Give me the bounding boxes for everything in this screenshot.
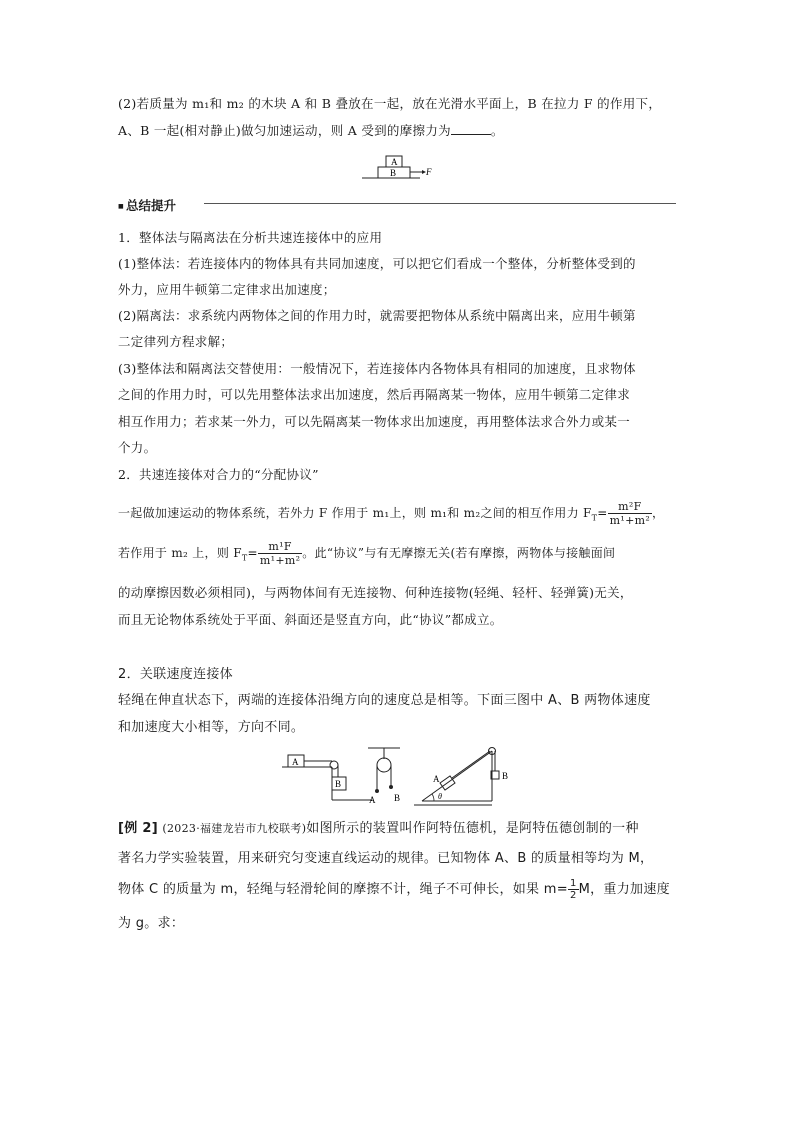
fraction-1-num: m²F — [608, 500, 652, 514]
summary-p1b: 外力，应用牛顿第二定律求出加速度； — [118, 282, 336, 297]
example-fraction — [568, 878, 579, 901]
atwood-label-b: B — [394, 793, 401, 803]
q1-eq: = — [597, 506, 608, 520]
problem-2-line-2 — [118, 117, 678, 144]
example-2-line-4: 为 g。求： — [118, 916, 185, 931]
summary-q1 — [118, 500, 678, 531]
problem-2-line-1: (2)若质量为 m₁和 m₂ 的木块 A 和 B 叠放在一起，放在光滑水平面上，B 在拉力 F 的作用下， — [118, 96, 662, 111]
diagram-table-pulley — [282, 755, 372, 800]
example-2-line-3 — [118, 876, 678, 904]
section-2-title: 2．关联速度连接体 — [118, 667, 233, 682]
example-fraction-den: 2 — [569, 890, 577, 901]
force-label: F — [426, 167, 432, 177]
section-2-p2: 和加速度大小相等，方向不同。 — [118, 720, 305, 735]
summary-p3a: (3)整体法和隔离法交替使用：一般情况下，若连接体内各物体具有相同的加速度，且求物体 — [118, 361, 636, 376]
summary-q3: 的动摩擦因数必须相同)，与两物体间有无连接物、何种连接物(轻绳、轻杆、轻弹簧)无关， — [118, 585, 633, 600]
summary-title: 总结提升 — [126, 198, 177, 213]
mass-a — [375, 789, 379, 793]
fraction-2-den: m¹+m² — [259, 554, 301, 567]
summary-heading-2: 2．共速连接体对合力的“分配协议” — [118, 467, 319, 482]
example-tag: [例 2] — [118, 821, 158, 836]
summary-p3b: 之间的作用力时，可以先用整体法求出加速度，然后再隔离某一物体，应用牛顿第二定律求 — [118, 387, 631, 402]
summary-section-bar — [118, 196, 676, 212]
block-b-label: B — [390, 168, 397, 178]
q2-text-a: 若作用于 m₂ 上，则 F — [118, 546, 242, 560]
figure-connected-bodies — [280, 745, 520, 807]
diagram-incline — [414, 748, 508, 806]
example-l3b: M，重力加速度 — [578, 882, 670, 897]
example-2-line-1 — [118, 815, 678, 843]
section-divider — [204, 203, 676, 204]
block-a-label: A — [391, 157, 398, 167]
figure-stacked-blocks — [356, 154, 436, 186]
q1-sub: T — [591, 513, 598, 523]
incline-label-a: A — [433, 774, 440, 784]
table-pulley — [330, 761, 338, 769]
example-fraction-num: 1 — [569, 878, 577, 889]
fraction-1 — [608, 500, 652, 527]
example-l3a: 物体 C 的质量为 m，轻绳与轻滑轮间的摩擦不计，绳子不可伸长，如果 m= — [118, 882, 568, 897]
problem-2-line-2-end: 。 — [490, 123, 504, 138]
diagram-atwood-pulley — [368, 748, 400, 805]
hanging-block-b-label: B — [335, 779, 342, 789]
table-block-a-label: A — [292, 757, 299, 767]
fixed-pulley — [377, 758, 391, 772]
atwood-label-a: A — [369, 795, 376, 805]
example-source: (2023·福建龙岩市九校联考) — [162, 822, 307, 835]
fraction-1-den: m¹+m² — [609, 514, 651, 527]
problem-2-line-2-text: A、B 一起(相对静止)做匀加速运动，则 A 受到的摩擦力为 — [118, 123, 451, 138]
q2-eq: = — [247, 546, 258, 560]
q1-text: 一起做加速运动的物体系统，若外力 F 作用于 m₁上，则 m₁和 m₂之间的相互作用力 F — [118, 506, 592, 520]
summary-q2 — [118, 540, 678, 571]
answer-blank — [451, 120, 491, 135]
summary-heading-1: 1．整体法与隔离法在分析共速连接体中的应用 — [118, 230, 383, 245]
incline-label-b: B — [502, 771, 509, 781]
summary-p2b: 二定律列方程求解； — [118, 334, 234, 349]
example-2-line-2: 著名力学实验装置，用来研究匀变速直线运动的规律。已知物体 A、B 的质量相等均为 M， — [118, 851, 654, 866]
summary-p2a: (2)隔离法：求系统内两物体之间的作用力时，就需要把物体从系统中隔离出来，应用牛顿第 — [118, 308, 636, 323]
q1-end: ， — [652, 506, 665, 520]
example-l1: 如图所示的装置叫作阿特伍德机，是阿特伍德创制的一种 — [306, 821, 639, 836]
section-bullet: ■ — [118, 203, 124, 210]
q2-sub: T — [241, 553, 248, 563]
summary-p3c: 相互作用力；若求某一外力，可以先隔离某一物体求出加速度，再用整体法求合外力或某一 — [118, 414, 631, 429]
fraction-2 — [258, 540, 302, 567]
summary-q4: 而且无论物体系统处于平面、斜面还是竖直方向，此“协议”都成立。 — [118, 612, 503, 627]
fraction-2-num: m¹F — [258, 540, 302, 554]
mass-b — [389, 785, 393, 789]
q2-text-b: 。此“协议”与有无摩擦无关(若有摩擦，两物体与接触面间 — [302, 546, 616, 560]
section-2-p1: 轻绳在伸直状态下，两端的连接体沿绳方向的速度总是相等。下面三图中 A、B 两物体速度 — [118, 693, 651, 708]
summary-p1a: (1)整体法：若连接体内的物体具有共同加速度，可以把它们看成一个整体，分析整体受到的 — [118, 256, 636, 271]
incline-theta: θ — [438, 792, 442, 801]
summary-p3d: 个力。 — [118, 440, 157, 455]
